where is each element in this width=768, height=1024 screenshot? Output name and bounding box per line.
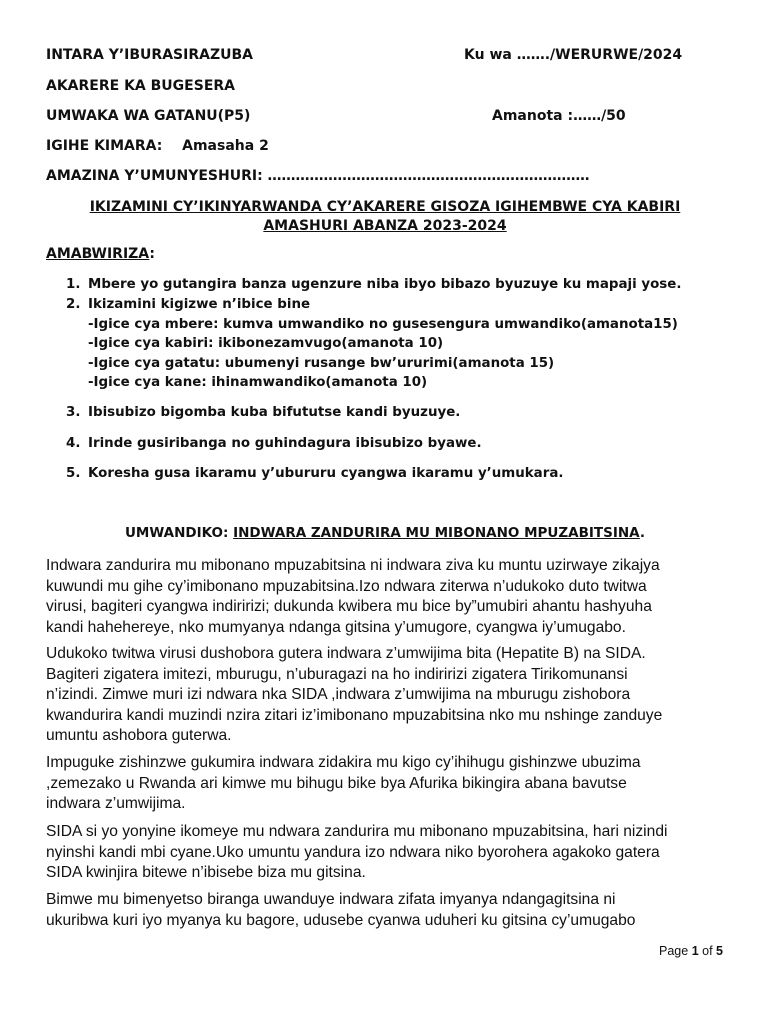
province-label: INTARA Y’IBURASIRAZUBA: [46, 47, 253, 63]
instruction-item: 5. Koresha gusa ikaramu y’ubururu cyangwa ikaramu y’umukara.: [66, 466, 564, 481]
reading-paragraph: SIDA si yo yonyine ikomeye mu ndwara zandurira mu mibonano mpuzabitsina, hari nizindi nyinshi kandi mbi cyane.Uko umuntu yandura izo ndwara niko byorohera agakoko gatera SIDA kwinjira bitewe n’ibisebe biza mu gitsina.: [46, 823, 668, 881]
exam-title-line1: IKIZAMINI CY’IKINYARWANDA CY’AKARERE GISOZA IGIHEMBWE CYA KABIRI: [89, 199, 681, 215]
duration-label: IGIHE KIMARA:: [46, 138, 163, 154]
exam-date: Ku wa ……./WERURWE/2024: [464, 47, 683, 63]
exam-title-line2: AMASHURI ABANZA 2023-2024: [263, 218, 507, 234]
instruction-item: 3. Ibisubizo bigomba kuba bifututse kandi byuzuye.: [66, 405, 461, 420]
reading-label: UMWANDIKO:: [124, 525, 229, 541]
district-label: AKARERE KA BUGESERA: [46, 78, 235, 94]
instruction-item: 1. Mbere yo gutangira banza ugenzure niba ibyo bibazo byuzuye ku mapaji yose.: [66, 277, 682, 292]
instruction-section: -Igice cya gatatu: ubumenyi rusange bw’ururimi(amanota 15): [88, 356, 555, 371]
student-name-field: AMAZINA Y’UMUNYESHURI: ……………………………………………………………: [46, 168, 590, 184]
duration-row: [46, 138, 269, 154]
instruction-item: 4. Irinde gusiribanga no guhindagura ibisubizo byawe.: [66, 436, 482, 451]
reading-heading: UMWANDIKO: INDWARA ZANDURIRA MU MIBONANO MPUZABITSINA.: [124, 525, 646, 541]
reading-paragraph: Udukoko twitwa virusi dushobora gutera indwara z’umwijima bita (Hepatite B) na SIDA. Bagiteri zigatera imitezi, mburugu, n’uburagazi na ho indiririzi zigatera Tirikomunansi n’izindi. Zimwe muri izi ndwara nka SIDA ,indwara z’umwijima na mburugu zishobora kwandurira kandi muzindi nzira zitari iz’imibonano mpuzabitsina nko mu nshinge zanduye umuntu ashobora guterwa.: [46, 645, 663, 744]
reading-paragraph: Indwara zandurira mu mibonano mpuzabitsina ni indwara ziva ku muntu uzirwaye zikajya kuwundi mu gihe cy’imibonano mpuzabitsina.Izo ndwara ziterwa n’udukoko duto twitwa virusi, bagiteri cyangwa indiririzi; dukunda kwibera mu bice by”umubiri ahantu hashyuha kandi hahehereye, nko mumyanya ndanga gitsina y’umugore, cyangwa iy’umugabo.: [46, 557, 660, 636]
instruction-section: -Igice cya kabiri: ikibonezamvugo(amanota 10): [88, 336, 444, 351]
reading-paragraph: Impuguke zishinzwe gukumira indwara zidakira mu kigo cy’ihihugu gishinzwe ubuzima ,zemezako u Rwanda ari kimwe mu bihugu bike bya Afurika bikingira abana bavutse indwara z’umwijima.: [46, 754, 641, 812]
instruction-item: 2. Ikizamini kigizwe n’ibice bine: [66, 297, 311, 312]
duration-value: Amasaha 2: [182, 138, 269, 154]
grade-label: UMWAKA WA GATANU(P5): [46, 108, 251, 124]
page-number: Page 1 of 5: [659, 944, 723, 958]
instructions-heading: AMABWIRIZA:: [46, 246, 156, 262]
instruction-section: -Igice cya kane: ihinamwandiko(amanota 10): [88, 375, 428, 390]
marks-label: Amanota :……/50: [492, 108, 626, 124]
instruction-section: -Igice cya mbere: kumva umwandiko no gusesengura umwandiko(amanota15): [88, 317, 678, 332]
reading-paragraph: Bimwe mu bimenyetso biranga uwanduye indwara zifata imyanya ndangagitsina ni ukuribwa kuri iyo myanya ku bagore, udusebe cyanwa uduheri ku gitsina cy’umugabo: [46, 891, 636, 929]
reading-title: INDWARA ZANDURIRA MU MIBONANO MPUZABITSINA: [233, 525, 640, 541]
